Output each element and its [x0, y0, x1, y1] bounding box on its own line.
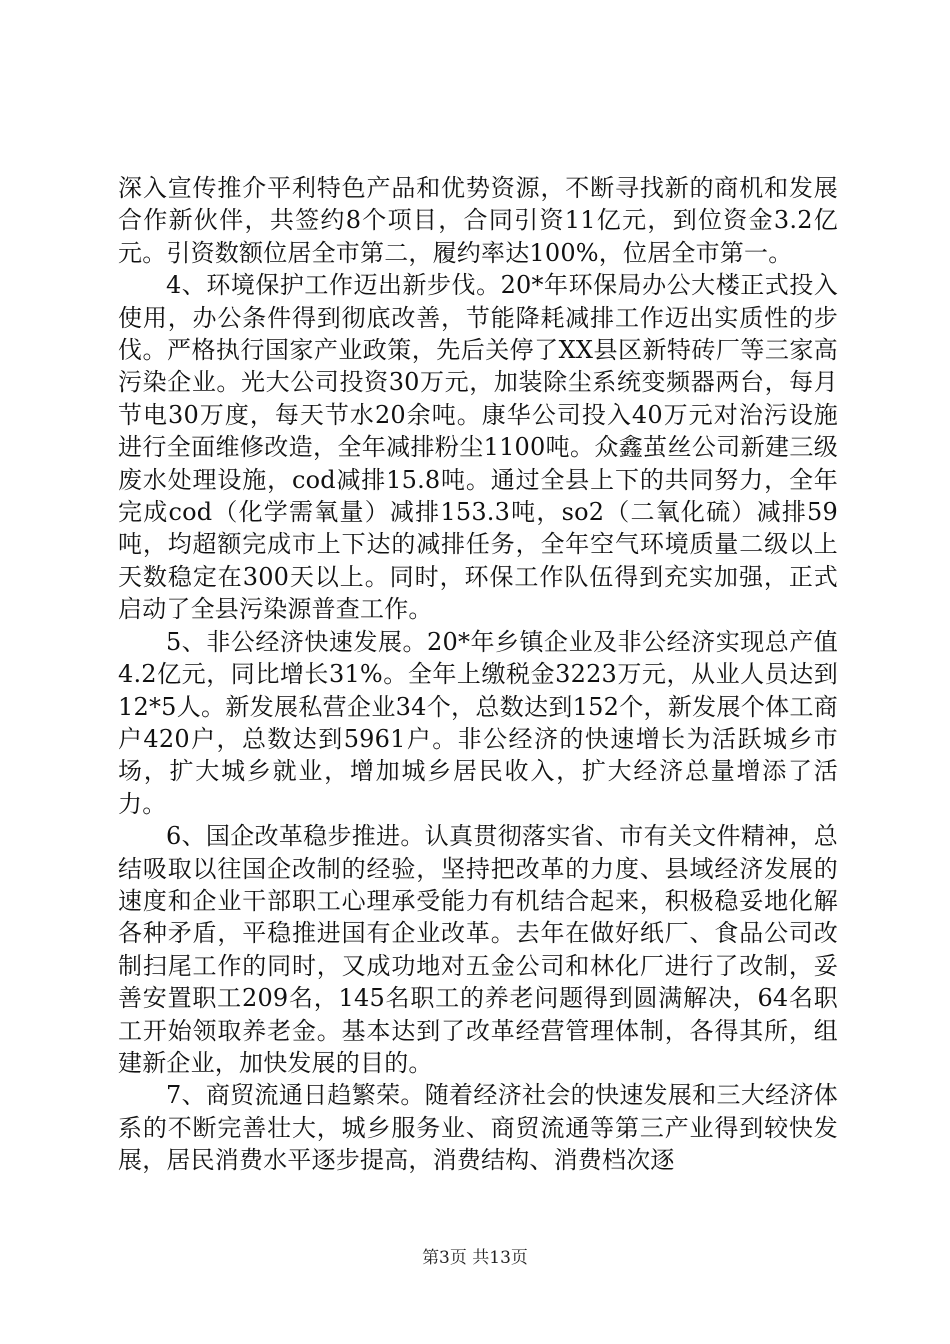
paragraph-non-public-economy: 5、非公经济快速发展。20*年乡镇企业及非公经济实现总产值4.2亿元，同比增长31%。全年上缴税金3223万元，从业人员达到12*5人。新发展私营企业34个，总数达到152个，新发展个体工商户420户，总数达到5961户。非公经济的快速增长为活跃城乡市场，扩大城乡就业，增加城乡居民收入，扩大经济总量增添了活力。 — [118, 627, 838, 818]
document-body — [118, 172, 838, 1177]
paragraph-continuation: 深入宣传推介平利特色产品和优势资源，不断寻找新的商机和发展合作新伙伴，共签约8个项目，合同引资11亿元，到位资金3.2亿元。引资数额位居全市第二，履约率达100%，位居全市第一。 — [118, 174, 838, 267]
page-footer: 第3页 共13页 — [422, 1248, 528, 1268]
paragraph-soe-reform: 6、国企改革稳步推进。认真贯彻落实省、市有关文件精神，总结吸取以往国企改制的经验，坚持把改革的力度、县域经济发展的速度和企业干部职工心理承受能力有机结合起来，积极稳妥地化解各种矛盾，平稳推进国有企业改革。去年在做好纸厂、食品公司改制扫尾工作的同时，又成功地对五金公司和林化厂进行了改制，妥善安置职工209名，145名职工的养老问题得到圆满解决，64名职工开始领取养老金。基本达到了改革经营管理体制，各得其所，组建新企业，加快发展的目的。 — [118, 822, 838, 1077]
paragraph-environment-protection: 4、环境保护工作迈出新步伐。20*年环保局办公大楼正式投入使用，办公条件得到彻底改善，节能降耗减排工作迈出实质性的步伐。严格执行国家产业政策，先后关停了XX县区新特砖厂等三家高污染企业。光大公司投资30万元，加装除尘系统变频器两台，每月节电30万度，每天节水20余吨。康华公司投入40万元对治污设施进行全面维修改造，全年减排粉尘1100吨。众鑫茧丝公司新建三级废水处理设施，cod减排15.8吨。通过全县上下的共同努力，全年完成cod（化学需氧量）减排153.3吨，so2（二氧化硫）减排59吨，均超额完成市上下达的减排任务，全年空气环境质量二级以上天数稳定在300天以上。同时，环保工作队伍得到充实加强，正式启动了全县污染源普查工作。 — [118, 271, 838, 624]
paragraph-commerce-circulation: 7、商贸流通日趋繁荣。随着经济社会的快速发展和三大经济体系的不断完善壮大，城乡服务业、商贸流通等第三产业得到较快发展，居民消费水平逐步提高，消费结构、消费档次逐 — [118, 1081, 838, 1175]
